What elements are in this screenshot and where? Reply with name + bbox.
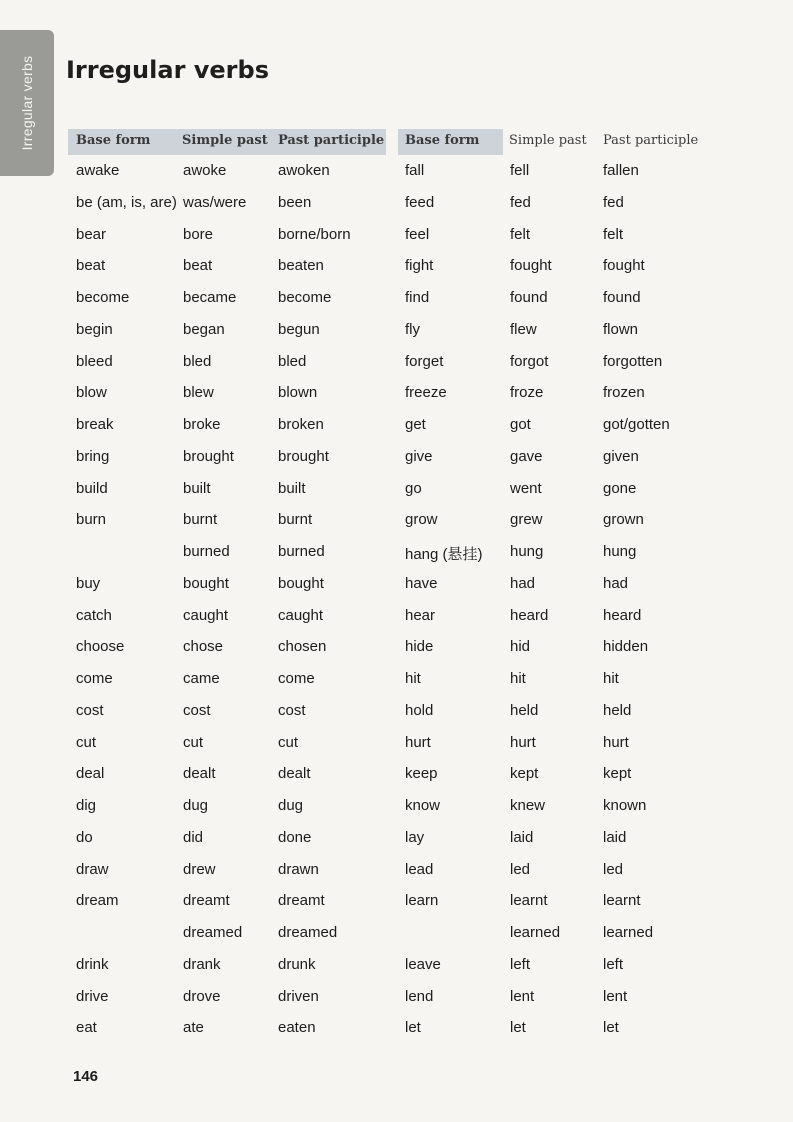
cell-past-participle-1: become [278, 289, 332, 306]
cell-past-participle-2: given [603, 447, 639, 465]
table-row [0, 791, 793, 823]
cell-past-participle-2: held [603, 701, 632, 719]
cell-base-form-2: forget [405, 352, 444, 370]
cell-base-form-1: become [76, 289, 130, 306]
cell-past-participle-1: driven [278, 987, 319, 1005]
cell-simple-past-1: dreamed [183, 924, 243, 941]
verb-table [0, 156, 793, 1045]
cell-base-form-1: cut [76, 733, 97, 751]
cell-past-participle-1: chosen [278, 638, 327, 656]
table-row [0, 220, 793, 252]
cell-past-participle-1: come [278, 670, 315, 687]
table-row [0, 601, 793, 633]
cell-simple-past-2: gave [510, 447, 543, 465]
cell-simple-past-1: came [183, 670, 220, 687]
cell-simple-past-1: cost [183, 701, 211, 719]
table-row [0, 632, 793, 664]
cell-simple-past-2: left [510, 955, 531, 973]
cell-past-participle-1: bled [278, 352, 307, 370]
cell-base-form-2: lead [405, 860, 434, 878]
cell-past-participle-2: kept [603, 765, 632, 783]
table-row [0, 251, 793, 283]
cell-simple-past-1: chose [183, 638, 224, 656]
cell-base-form-2: let [405, 1019, 421, 1037]
cell-past-participle-1: cost [278, 701, 306, 719]
cell-past-participle-1: been [278, 193, 312, 211]
cell-base-form-2: have [405, 574, 438, 592]
cell-simple-past-1: burned [183, 543, 230, 560]
cell-simple-past-2: fought [510, 257, 552, 275]
cell-simple-past-1: was/were [183, 193, 247, 211]
cell-simple-past-1: bought [183, 574, 229, 592]
cell-simple-past-2: hit [510, 670, 526, 687]
cell-simple-past-2: got [510, 416, 531, 433]
cell-base-form-1: bleed [76, 352, 113, 370]
cell-simple-past-1: blew [183, 384, 214, 402]
cell-simple-past-1: beat [183, 257, 213, 275]
cell-past-participle-2: led [603, 860, 624, 878]
cell-past-participle-2: learnt [603, 892, 641, 910]
cell-base-form-1: blow [76, 384, 107, 402]
cell-simple-past-1: dealt [183, 765, 216, 783]
cell-past-participle-1: borne/born [278, 225, 351, 243]
cell-simple-past-2: went [510, 479, 542, 497]
cell-base-form-2: freeze [405, 384, 447, 402]
cell-simple-past-2: felt [510, 225, 531, 243]
cell-simple-past-2: kept [510, 765, 539, 783]
cell-base-form-2: fall [405, 162, 425, 179]
table-row [0, 156, 793, 188]
cell-base-form-2: hold [405, 701, 434, 719]
cell-simple-past-1: caught [183, 606, 229, 624]
page-number: 146 [73, 1068, 99, 1085]
cell-simple-past-2: held [510, 701, 539, 719]
cell-simple-past-1: dug [183, 797, 209, 814]
cell-past-participle-2: hidden [603, 638, 649, 656]
cell-base-form-2: give [405, 447, 433, 465]
table-row [0, 918, 793, 950]
cell-past-participle-2: hurt [603, 733, 629, 751]
cell-base-form-2: fly [405, 320, 420, 338]
cell-base-form-1: do [76, 828, 93, 846]
cell-past-participle-1: blown [278, 384, 318, 402]
cell-simple-past-1: became [183, 289, 237, 306]
cell-base-form-1: cost [76, 701, 104, 719]
header-past-participle-1: Past participle [278, 133, 385, 148]
table-row [0, 823, 793, 855]
cell-simple-past-2: grew [510, 511, 543, 529]
cell-simple-past-1: broke [183, 416, 221, 433]
header-base-form-2: Base form [405, 133, 480, 148]
cell-past-participle-1: drunk [278, 955, 316, 973]
cell-simple-past-1: did [183, 828, 204, 846]
cell-past-participle-1: beaten [278, 257, 324, 275]
cell-base-form-1: come [76, 670, 113, 687]
cell-past-participle-2: laid [603, 828, 627, 846]
cell-base-form-1: deal [76, 765, 105, 783]
cell-simple-past-2: learnt [510, 892, 548, 910]
cell-base-form-2: learn [405, 892, 439, 910]
cell-simple-past-2: forgot [510, 352, 549, 370]
cell-past-participle-2: frozen [603, 384, 645, 402]
cell-past-participle-2: had [603, 574, 629, 592]
cell-simple-past-2: hurt [510, 733, 536, 751]
cell-past-participle-2: fed [603, 193, 624, 211]
cell-past-participle-1: dug [278, 797, 304, 814]
cell-past-participle-2: fought [603, 257, 645, 275]
cell-base-form-2: leave [405, 955, 441, 973]
cell-past-participle-2: lent [603, 987, 628, 1005]
table-row [0, 886, 793, 918]
cell-past-participle-2: grown [603, 511, 644, 529]
section-side-tab-label: Irregular verbs [19, 55, 35, 151]
cell-base-form-2: lay [405, 828, 425, 846]
table-row [0, 505, 793, 537]
cell-simple-past-2: let [510, 1019, 526, 1037]
cell-base-form-1: build [76, 479, 108, 497]
cell-simple-past-2: led [510, 860, 531, 878]
cell-base-form-1: awake [76, 162, 120, 179]
table-row [0, 728, 793, 760]
cell-simple-past-2: found [510, 289, 548, 306]
cell-simple-past-1: ate [183, 1019, 204, 1037]
cell-base-form-1: beat [76, 257, 106, 275]
cell-past-participle-2: hung [603, 543, 637, 560]
cell-past-participle-1: burned [278, 543, 325, 560]
cell-base-form-1: dig [76, 797, 97, 814]
cell-base-form-2: keep [405, 765, 438, 783]
cell-simple-past-2: lent [510, 987, 535, 1005]
table-row [0, 188, 793, 220]
table-row [0, 982, 793, 1014]
cell-past-participle-2: gone [603, 479, 637, 497]
cell-base-form-2: feed [405, 193, 435, 211]
cell-simple-past-1: awoke [183, 162, 227, 179]
cell-past-participle-2: heard [603, 606, 642, 624]
section-side-tab [0, 30, 54, 176]
cell-base-form-1: drink [76, 955, 109, 973]
cell-simple-past-2: froze [510, 384, 544, 402]
table-row [0, 664, 793, 696]
cell-past-participle-2: forgotten [603, 352, 663, 370]
cell-past-participle-1: caught [278, 606, 324, 624]
table-row [0, 696, 793, 728]
cell-simple-past-2: knew [510, 797, 546, 814]
table-row [0, 759, 793, 791]
cell-simple-past-1: bore [183, 225, 214, 243]
cell-simple-past-1: burnt [183, 511, 218, 529]
cell-base-form-1: burn [76, 511, 107, 529]
cell-base-form-2: feel [405, 225, 430, 243]
cell-past-participle-2: learned [603, 924, 654, 941]
cell-base-form-1: choose [76, 638, 125, 656]
cell-simple-past-2: had [510, 574, 536, 592]
cell-past-participle-1: dealt [278, 765, 311, 783]
cell-past-participle-2: left [603, 955, 624, 973]
cell-simple-past-1: built [183, 479, 211, 497]
cell-base-form-1: be (am, is, are) [76, 193, 177, 211]
table-row [0, 855, 793, 887]
cell-simple-past-2: hung [510, 543, 544, 560]
cell-simple-past-2: heard [510, 606, 549, 624]
cell-base-form-1: buy [76, 574, 101, 592]
cell-base-form-2: fight [405, 257, 434, 275]
table-row [0, 347, 793, 379]
cell-past-participle-1: dreamed [278, 924, 338, 941]
cell-past-participle-2: let [603, 1019, 619, 1037]
cell-past-participle-1: cut [278, 733, 299, 751]
cell-past-participle-1: awoken [278, 162, 330, 179]
table-row [0, 410, 793, 442]
cell-past-participle-2: flown [603, 320, 639, 338]
cell-base-form-2: grow [405, 511, 438, 529]
cell-base-form-2: lend [405, 987, 434, 1005]
cell-past-participle-1: brought [278, 447, 329, 465]
cell-simple-past-2: fed [510, 193, 531, 211]
cell-base-form-2: find [405, 289, 430, 306]
cell-base-form-1: catch [76, 606, 112, 624]
header-simple-past-2: Simple past [509, 133, 587, 148]
cell-past-participle-1: built [278, 479, 306, 497]
cell-simple-past-1: brought [183, 447, 234, 465]
cell-base-form-1: bring [76, 447, 110, 465]
cell-base-form-1: dream [76, 892, 119, 910]
cell-simple-past-1: drank [183, 955, 221, 973]
table-row [0, 474, 793, 506]
cell-simple-past-1: drove [183, 987, 221, 1005]
cell-past-participle-2: fallen [603, 162, 639, 179]
cell-base-form-1: draw [76, 860, 109, 878]
page-title: Irregular verbs [66, 56, 269, 84]
table-row [0, 315, 793, 347]
cell-past-participle-2: found [603, 289, 641, 306]
cell-simple-past-2: learned [510, 924, 561, 941]
table-row [0, 569, 793, 601]
cell-past-participle-1: broken [278, 416, 324, 433]
cell-past-participle-2: hit [603, 670, 619, 687]
table-row [0, 537, 793, 569]
cell-past-participle-1: begun [278, 320, 320, 338]
cell-simple-past-1: began [183, 320, 225, 338]
table-row [0, 283, 793, 315]
cell-simple-past-2: hid [510, 638, 531, 656]
cell-base-form-1: bear [76, 225, 107, 243]
header-past-participle-2: Past participle [603, 133, 699, 148]
cell-simple-past-1: cut [183, 733, 204, 751]
table-row [0, 1013, 793, 1045]
cell-base-form-2: hang (悬挂) [405, 546, 483, 563]
cell-base-form-2: hear [405, 606, 436, 624]
cell-past-participle-2: known [603, 797, 647, 814]
cell-base-form-1: begin [76, 320, 113, 338]
cell-past-participle-1: eaten [278, 1019, 316, 1037]
cell-base-form-2: go [405, 479, 422, 497]
cell-simple-past-1: drew [183, 860, 216, 878]
cell-simple-past-2: laid [510, 828, 534, 846]
cell-base-form-1: eat [76, 1019, 97, 1037]
cell-past-participle-1: bought [278, 574, 324, 592]
cell-base-form-2: hurt [405, 733, 431, 751]
cell-base-form-1: break [76, 416, 114, 433]
header-base-form-1: Base form [76, 133, 151, 148]
cell-base-form-1: drive [76, 987, 109, 1005]
cell-past-participle-2: felt [603, 225, 624, 243]
cell-base-form-2: get [405, 416, 426, 433]
cell-past-participle-1: drawn [278, 860, 319, 878]
cell-simple-past-1: bled [183, 352, 212, 370]
cell-past-participle-2: got/gotten [603, 416, 670, 433]
cell-past-participle-1: done [278, 828, 312, 846]
table-row [0, 950, 793, 982]
table-row [0, 442, 793, 474]
cell-simple-past-2: flew [510, 320, 537, 338]
table-row [0, 378, 793, 410]
cell-simple-past-1: dreamt [183, 892, 230, 910]
header-simple-past-1: Simple past [182, 133, 268, 148]
cell-past-participle-1: burnt [278, 511, 313, 529]
cell-base-form-2: hit [405, 670, 421, 687]
cell-past-participle-1: dreamt [278, 892, 325, 910]
cell-base-form-2: know [405, 797, 441, 814]
cell-simple-past-2: fell [510, 162, 530, 179]
cell-base-form-2: hide [405, 638, 434, 656]
